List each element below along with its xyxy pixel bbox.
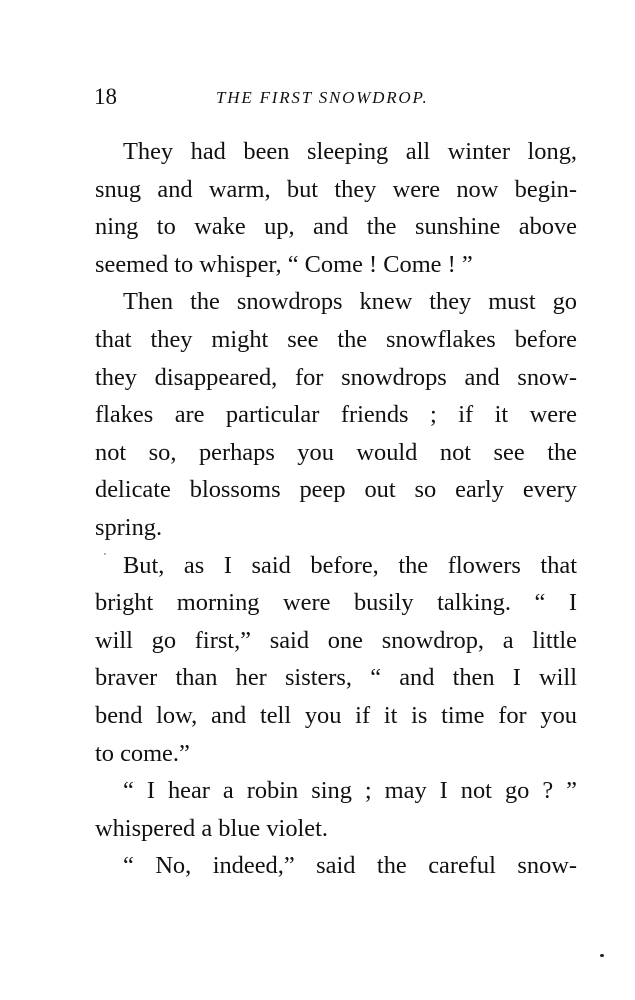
text-line: snug and warm, but they were now begin-: [95, 175, 577, 203]
text-line: flakes are particular friends ; if it were: [95, 401, 577, 429]
text-line: seemed to whisper, “ Come ! Come ! ”: [95, 250, 473, 278]
text-line: they disappeared, for snowdrops and snow-: [95, 363, 577, 391]
text-line: “ I hear a robin sing ; may I not go ? ”: [123, 777, 577, 805]
text-line: delicate blossoms peep out so early every: [95, 476, 577, 504]
ink-speck: [600, 954, 604, 957]
text-line: bend low, and tell you if it is time for you: [95, 701, 577, 729]
text-line: that they might see the snowflakes before: [95, 325, 577, 353]
running-head: [94, 82, 494, 112]
ink-speck: [104, 553, 106, 555]
text-line: spring.: [95, 513, 163, 541]
text-line: to come.”: [95, 739, 190, 767]
text-line: They had been sleeping all winter long,: [123, 138, 577, 165]
text-line: Then the snowdrops knew they must go: [123, 288, 577, 316]
text-line: will go first,” said one snowdrop, a little: [95, 626, 577, 654]
running-title: THE FIRST SNOWDROP.: [216, 88, 429, 107]
text-line: But, as I said before, the flowers that: [123, 551, 577, 579]
text-line: bright morning were busily talking. “ I: [95, 589, 577, 617]
text-line: braver than her sisters, “ and then I will: [95, 664, 577, 692]
text-line: not so, perhaps you would not see the: [95, 438, 577, 466]
text-line: whispered a blue violet.: [95, 814, 328, 842]
text-line: “ No, indeed,” said the careful snow-: [123, 852, 577, 880]
page-number: 18: [94, 84, 117, 109]
body-text: [95, 133, 577, 885]
text-line: ning to wake up, and the sunshine above: [95, 213, 577, 241]
